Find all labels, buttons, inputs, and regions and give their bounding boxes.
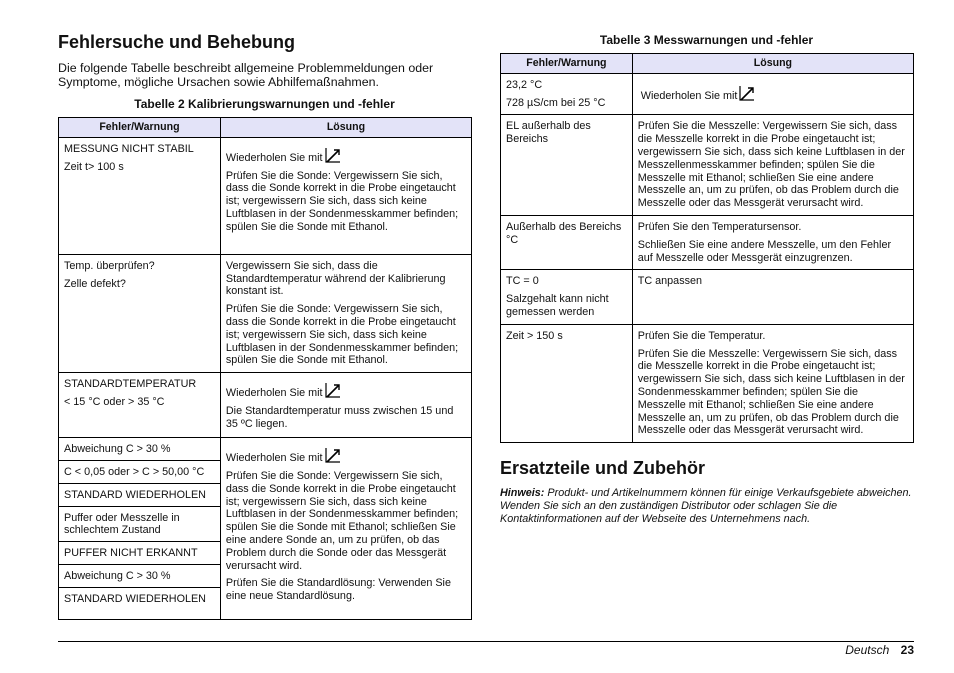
- error-text: TC = 0: [506, 275, 539, 288]
- solution-text: Wiederholen Sie mit: [225, 452, 323, 465]
- table-header-row: [501, 54, 914, 74]
- calibrate-icon: [325, 447, 341, 463]
- solution-cell: [220, 137, 471, 254]
- table-row: [501, 73, 914, 115]
- solution-cell: [632, 115, 913, 216]
- error-cell: [59, 373, 221, 438]
- column-header-solution: Lösung: [632, 54, 913, 74]
- solution-text: Schließen Sie eine andere Messzelle, um den Fehler auf Messzelle oder Messgerät einzugrenzen.: [637, 238, 892, 264]
- error-text: EL außerhalb des Bereichs: [506, 120, 591, 146]
- calibrate-icon: [325, 382, 341, 398]
- column-header-solution: Lösung: [220, 118, 471, 138]
- table-row: [59, 373, 472, 438]
- error-text: Temp. überprüfen?: [64, 259, 155, 272]
- table3-caption: Tabelle 3 Messwarnungen und -fehler: [599, 33, 814, 47]
- section-heading-troubleshooting: Fehlersuche und Behebung: [58, 32, 296, 52]
- error-text: Abweichung C > 30 %: [59, 438, 220, 461]
- error-text: PUFFER NICHT ERKANNT: [59, 542, 220, 565]
- solution-text: Vergewissern Sie sich, dass die Standardtemperatur während der Kalibrierung konstant ist.: [225, 259, 446, 298]
- error-text: MESSUNG NICHT STABIL: [64, 142, 194, 155]
- table-row: [59, 137, 472, 254]
- solution-cell: [632, 270, 913, 324]
- section-heading-spare-parts: Ersatzteile und Zubehör: [500, 458, 706, 478]
- table-row: [59, 438, 472, 620]
- error-text: < 15 °C oder > 35 °C: [64, 395, 165, 408]
- error-text: Abweichung C > 30 %: [59, 565, 220, 588]
- column-header-error: Fehler/Warnung: [59, 118, 221, 138]
- solution-line: [226, 147, 466, 165]
- solution-text: Prüfen Sie die Temperatur.: [637, 329, 766, 342]
- solution-text: Prüfen Sie die Sonde: Vergewissern Sie sich, dass die Sonde korrekt in die Probe eingetaucht ist; vergewissern Sie sich, dass sich keine Luftblasen in der Sondenmesskammer befinden; spülen Sie die Sonde mit Ethanol; schließen Sie eine andere Sonde an, um zu prüfen, ob das Problem durch die Sonde oder das Messgerät verursacht wird.: [225, 469, 459, 572]
- solution-line: [226, 382, 466, 400]
- calibrate-icon: [739, 85, 755, 101]
- solution-cell: [220, 438, 471, 620]
- table-row: [501, 270, 914, 324]
- note-label: Hinweis:: [500, 487, 545, 499]
- table2-caption: Tabelle 2 Kalibrierungswarnungen und -fehler: [134, 97, 395, 111]
- error-text: Zelle defekt?: [64, 277, 126, 290]
- error-text: Zeit > 150 s: [506, 329, 563, 342]
- error-text: Außerhalb des Bereichs °C: [506, 220, 622, 246]
- table-row: [501, 215, 914, 269]
- error-text: STANDARD WIEDERHOLEN: [64, 592, 206, 605]
- solution-text: Wiederholen Sie mit: [640, 90, 738, 103]
- error-text: Zeit t> 100 s: [64, 160, 124, 173]
- calibrate-icon: [325, 147, 341, 163]
- solution-line: [226, 447, 466, 465]
- error-text: STANDARD WIEDERHOLEN: [59, 484, 220, 507]
- footer: [845, 643, 914, 657]
- error-cell-group: [59, 438, 221, 620]
- solution-text: TC anpassen: [637, 275, 702, 288]
- solution-cell: [632, 324, 913, 442]
- solution-text: Wiederholen Sie mit: [225, 387, 323, 400]
- error-cell: [59, 137, 221, 254]
- solution-text: Prüfen Sie die Sonde: Vergewissern Sie sich, dass die Sonde korrekt in die Probe eingetaucht ist; vergewissern Sie sich, dass sich keine Luftblasen in der Sondenmesskammer befinden; spülen Sie die Sonde mit Ethanol.: [225, 303, 459, 367]
- error-cell: [501, 115, 633, 216]
- table-header-row: [59, 118, 472, 138]
- footer-language: Deutsch: [845, 643, 890, 657]
- error-cell: [501, 324, 633, 442]
- solution-text: Prüfen Sie den Temperatursensor.: [637, 220, 802, 233]
- solution-line: [641, 85, 908, 103]
- solution-text: Prüfen Sie die Messzelle: Vergewissern Sie sich, dass die Messzelle korrekt in die Probe eingetaucht ist; vergewissern Sie sich, dass sich keine Luftblasen in der Messzellenmesskammer befinden; spülen Sie die Messzelle mit Ethanol; schließen Sie eine andere Messzelle an, um zu prüfen, ob das Problem durch die Messzelle oder das Messgerät verursacht wird.: [637, 120, 905, 210]
- solution-text: Die Standardtemperatur muss zwischen 15 und 35 ºC liegen.: [225, 404, 454, 430]
- solution-cell: [632, 215, 913, 269]
- note-paragraph: [500, 487, 914, 526]
- error-cell: [501, 270, 633, 324]
- solution-text: Prüfen Sie die Standardlösung: Verwenden Sie eine neue Standardlösung.: [225, 577, 451, 603]
- error-text: 728 µS/cm bei 25 °C: [506, 96, 606, 109]
- table-row: [501, 324, 914, 442]
- table-row: [501, 115, 914, 216]
- column-header-error: Fehler/Warnung: [501, 54, 633, 74]
- note-text: Produkt- und Artikelnummern können für einige Verkaufsgebiete abweichen. Wenden Sie sich an den zuständigen Distributor oder schlagen Sie die Kontaktinformationen auf der Webseite des Unternehmens nach.: [500, 487, 912, 525]
- solution-text: Wiederholen Sie mit: [225, 151, 323, 164]
- calibration-table: [58, 117, 472, 620]
- error-text: 23,2 °C: [506, 78, 543, 91]
- page-number: 23: [900, 643, 914, 657]
- error-text: STANDARDTEMPERATUR: [64, 378, 197, 391]
- error-cell: [59, 254, 221, 372]
- intro-paragraph: Die folgende Tabelle beschreibt allgemeine Problemmeldungen oder Symptome, mögliche Ursachen sowie Abhilfemaßnahmen.: [58, 61, 434, 89]
- error-text: Puffer oder Messzelle in schlechtem Zustand: [59, 507, 220, 543]
- solution-cell: [220, 373, 471, 438]
- error-cell: [501, 215, 633, 269]
- solution-cell: [220, 254, 471, 372]
- footer-divider: [58, 641, 914, 642]
- error-cell: [501, 73, 633, 115]
- solution-text: Prüfen Sie die Sonde: Vergewissern Sie sich, dass die Sonde korrekt in die Probe eingetaucht ist; vergewissern Sie sich, dass sich keine Luftblasen in der Sondenmesskammer befinden; spülen Sie die Sonde mit Ethanol.: [225, 169, 459, 233]
- measurement-table: [500, 53, 914, 443]
- solution-text: Prüfen Sie die Messzelle: Vergewissern Sie sich, dass die Messzelle korrekt in die Probe eingetaucht ist; vergewissern Sie sich, dass sich keine Luftblasen in der Sondenmesskammer befinden; spülen Sie die Messzelle mit Ethanol; schließen Sie eine andere Messzelle an, um zu prüfen, ob das Problem durch die Messzelle oder das Messgerät verursacht wird.: [637, 347, 905, 437]
- error-text: Salzgehalt kann nicht gemessen werden: [506, 293, 609, 318]
- solution-cell: [632, 73, 913, 115]
- table-row: [59, 254, 472, 372]
- error-text: C < 0,05 oder > C > 50,00 °C: [59, 461, 220, 484]
